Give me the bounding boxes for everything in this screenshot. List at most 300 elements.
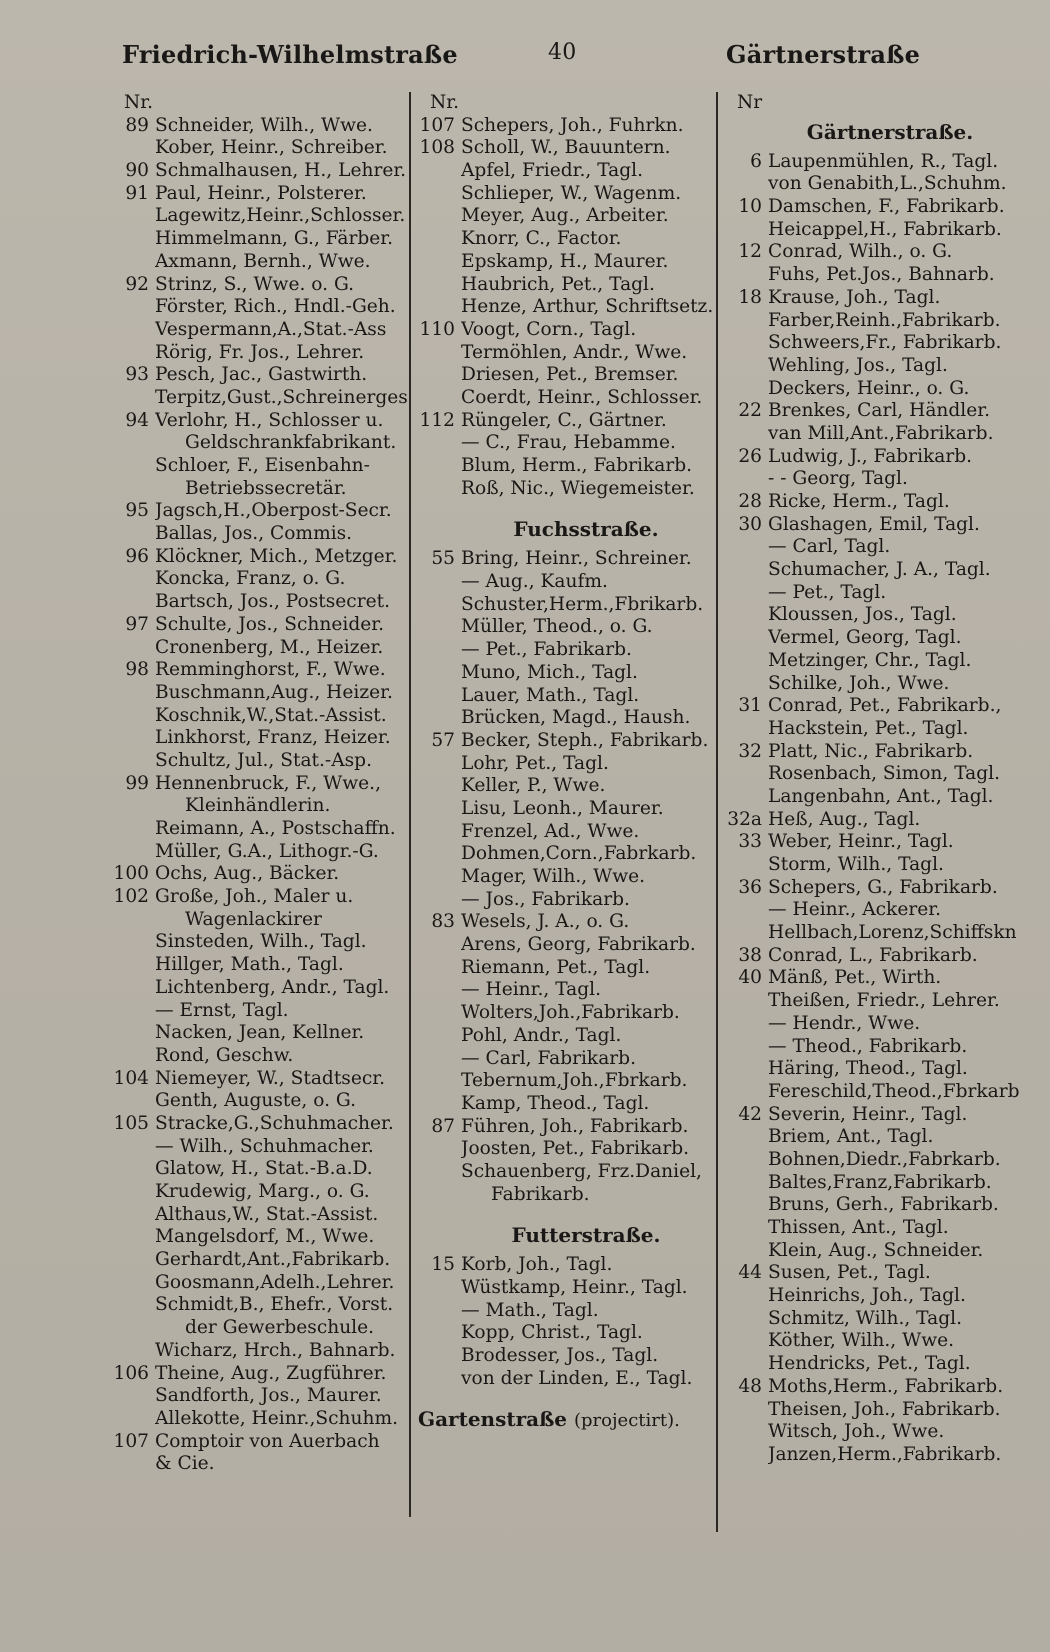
directory-entry: [725, 604, 1025, 627]
house-number: [725, 786, 768, 809]
directory-entry: [725, 287, 1025, 310]
house-number: [418, 205, 461, 228]
house-number: [725, 355, 768, 378]
directory-entry: [112, 228, 408, 251]
directory-entry: [418, 387, 714, 410]
resident-entry: Platt, Nic., Fabrikarb.: [768, 740, 974, 762]
house-number: [418, 478, 461, 501]
resident-entry: Heß, Aug., Tagl.: [768, 808, 921, 830]
directory-entry: [418, 798, 714, 821]
resident-entry: Haubrich, Pet., Tagl.: [461, 273, 655, 295]
house-number: 108: [419, 137, 455, 159]
house-number: 30: [738, 513, 762, 535]
house-number: 15: [431, 1254, 455, 1276]
resident-entry: Keller, P., Wwe.: [461, 775, 606, 797]
resident-entry: Althaus,W., Stat.-Assist.: [155, 1203, 379, 1225]
directory-entry: [418, 1345, 714, 1368]
house-number: [418, 387, 461, 410]
house-number: 42: [738, 1103, 762, 1125]
directory-entry: [112, 1022, 408, 1045]
directory-entry: [725, 1353, 1025, 1376]
house-number: [112, 1045, 155, 1068]
directory-entry: [725, 1194, 1025, 1217]
house-number: [112, 841, 155, 864]
resident-entry: Hackstein, Pet., Tagl.: [768, 717, 969, 739]
resident-entry: Theine, Aug., Zugführer.: [155, 1362, 387, 1384]
directory-entry: [112, 1385, 408, 1408]
house-number: [725, 173, 768, 196]
house-number: [112, 1000, 155, 1023]
house-number: [418, 571, 461, 594]
resident-entry: — Aug., Kaufm.: [461, 571, 608, 593]
directory-entry: [112, 1272, 408, 1295]
resident-entry: Wüstkamp, Heinr., Tagl.: [461, 1277, 688, 1298]
house-number: [112, 1385, 155, 1408]
house-number: [418, 1002, 461, 1025]
resident-entry: Conrad, Pet., Fabrikarb.,: [768, 695, 1002, 717]
resident-entry: Becker, Steph., Fabrikarb.: [461, 729, 709, 751]
house-number: [725, 1353, 768, 1376]
resident-entry: Meyer, Aug., Arbeiter.: [461, 205, 669, 227]
house-number: 107: [419, 114, 455, 136]
house-number: [725, 1240, 768, 1263]
house-number: [418, 662, 461, 685]
house-number: 97: [125, 613, 149, 635]
house-number: 99: [125, 772, 149, 794]
resident-entry: Rosenbach, Simon, Tagl.: [768, 763, 1001, 785]
resident-entry: Coerdt, Heinr., Schlosser.: [461, 386, 703, 408]
directory-entry: [418, 410, 714, 433]
house-number: [418, 296, 461, 319]
directory-entry: [725, 264, 1025, 287]
resident-entry: Susen, Pet., Tagl.: [768, 1262, 931, 1284]
number-column-label: Nr.: [124, 92, 154, 113]
resident-entry: Führen, Joh., Fabrikarb.: [461, 1115, 689, 1137]
house-number: [112, 137, 155, 160]
house-number: [112, 591, 155, 614]
resident-entry: Schmidt,B., Ehefr., Vorst.: [155, 1294, 394, 1316]
directory-entry: [725, 355, 1025, 378]
resident-entry: Glashagen, Emil, Tagl.: [768, 513, 980, 535]
resident-entry: Verlohr, H., Schlosser u.: [155, 409, 384, 431]
house-number: 112: [419, 409, 455, 431]
house-number: [418, 775, 461, 798]
resident-entry: der Gewerbeschule.: [185, 1317, 375, 1339]
directory-entry: [112, 659, 408, 682]
directory-entry: [418, 1048, 714, 1071]
directory-entry: [112, 546, 408, 569]
directory-entry: [418, 1025, 714, 1048]
resident-entry: Pesch, Jac., Gastwirth.: [155, 364, 368, 386]
resident-entry: Theißen, Friedr., Lehrer.: [768, 990, 1000, 1012]
resident-entry: Voogt, Corn., Tagl.: [461, 318, 637, 340]
house-number: [418, 160, 461, 183]
directory-entry: [112, 591, 408, 614]
house-number: 100: [113, 863, 149, 885]
house-number: [725, 1058, 768, 1081]
directory-entry: [725, 1376, 1025, 1399]
house-number: [112, 342, 155, 365]
resident-entry: — C., Frau, Hebamme.: [461, 432, 676, 454]
house-number: [112, 568, 155, 591]
house-number: [725, 1013, 768, 1036]
street-heading: [418, 1404, 714, 1434]
house-number: 98: [125, 659, 149, 681]
directory-entry: [418, 1070, 714, 1093]
house-number: [112, 296, 155, 319]
resident-entry: — Theod., Fabrikarb.: [768, 1035, 968, 1057]
resident-entry: Tebernum,Joh.,Fbrkarb.: [461, 1070, 688, 1092]
house-number: [418, 1161, 461, 1184]
directory-entry: [112, 478, 408, 501]
house-number: [418, 616, 461, 639]
resident-entry: Sandforth, Jos., Maurer.: [155, 1385, 382, 1407]
resident-entry: Kopp, Christ., Tagl.: [461, 1322, 643, 1344]
resident-entry: Henze, Arthur, Schriftsetz.: [461, 296, 714, 318]
resident-entry: Förster, Rich., Hndl.-Geh.: [155, 296, 396, 318]
resident-entry: Schweers,Fr., Fabrikarb.: [768, 332, 1002, 354]
resident-entry: Metzinger, Chr., Tagl.: [768, 649, 972, 671]
directory-entry: [725, 741, 1025, 764]
directory-entry: [725, 1013, 1025, 1036]
directory-entry: [418, 1184, 714, 1207]
directory-entry: [418, 1300, 714, 1323]
resident-entry: Kloussen, Jos., Tagl.: [768, 604, 957, 626]
house-number: [112, 1249, 155, 1272]
house-number: 104: [113, 1067, 149, 1089]
house-number: [725, 468, 768, 491]
street-note: (projectirt).: [573, 1410, 680, 1432]
house-number: [112, 1022, 155, 1045]
resident-entry: Schmalhausen, H., Lehrer.: [155, 160, 407, 182]
resident-entry: Genth, Auguste, o. G.: [155, 1090, 357, 1112]
directory-entry: [112, 455, 408, 478]
resident-entry: Rond, Geschw.: [155, 1044, 294, 1066]
house-number: [112, 795, 155, 818]
resident-entry: Frenzel, Ad., Wwe.: [461, 820, 640, 842]
house-number: 87: [431, 1115, 455, 1137]
resident-entry: & Cie.: [155, 1453, 215, 1475]
resident-entry: Ludwig, J., Fabrikarb.: [768, 445, 973, 467]
resident-entry: Hellbach,Lorenz,Schiffskn: [768, 922, 1017, 944]
resident-entry: — Jos., Fabrikarb.: [461, 888, 630, 910]
directory-entry: [112, 977, 408, 1000]
directory-entry: [725, 1126, 1025, 1149]
resident-entry: Jagsch,H.,Oberpost-Secr.: [155, 500, 392, 522]
directory-entry: [725, 1240, 1025, 1263]
house-number: [725, 673, 768, 696]
resident-entry: Buschmann,Aug., Heizer.: [155, 681, 393, 703]
street-heading: [418, 514, 714, 544]
house-number: 32: [738, 740, 762, 762]
directory-entry: [418, 274, 714, 297]
resident-entry: Witsch, Joh., Wwe.: [768, 1421, 945, 1443]
house-number: [725, 1421, 768, 1444]
resident-entry: — Heinr., Ackerer.: [768, 899, 941, 921]
house-number: 91: [125, 182, 149, 204]
directory-entry: [418, 775, 714, 798]
house-number: 93: [125, 364, 149, 386]
house-number: [418, 455, 461, 478]
street-heading: [418, 1220, 714, 1250]
directory-entry: [418, 843, 714, 866]
directory-entry: [725, 559, 1025, 582]
resident-entry: Bruns, Gerh., Fabrikarb.: [768, 1194, 999, 1216]
house-number: [418, 1345, 461, 1368]
house-number: 12: [738, 241, 762, 263]
directory-entry: [725, 695, 1025, 718]
directory-entry: [112, 1204, 408, 1227]
directory-entry: [418, 1277, 714, 1300]
directory-entry: [418, 979, 714, 1002]
resident-entry: Brenkes, Carl, Händler.: [768, 400, 991, 422]
directory-entry: [725, 763, 1025, 786]
resident-entry: Krause, Joh., Tagl.: [768, 286, 941, 308]
resident-entry: Deckers, Heinr., o. G.: [768, 377, 970, 399]
resident-entry: Lauer, Math., Tagl.: [461, 684, 640, 706]
house-number: [418, 866, 461, 889]
directory-entry: [418, 1093, 714, 1116]
resident-entry: Müller, G.A., Lithogr.-G.: [155, 840, 379, 862]
directory-entry: [725, 627, 1025, 650]
resident-entry: Reimann, A., Postschaffn.: [155, 818, 396, 839]
house-number: [418, 1138, 461, 1161]
house-number: [112, 977, 155, 1000]
resident-entry: Baltes,Franz,Fabrikarb.: [768, 1171, 992, 1193]
house-number: 22: [738, 400, 762, 422]
house-number: [418, 342, 461, 365]
resident-entry: Schuster,Herm.,Fbrikarb.: [461, 593, 704, 615]
house-number: [418, 1093, 461, 1116]
resident-entry: Mänß, Pet., Wirth.: [768, 967, 942, 989]
resident-entry: Apfel, Friedr., Tagl.: [461, 160, 644, 182]
resident-entry: von Genabith,L.,Schuhm.: [768, 173, 1007, 195]
directory-entry: [112, 931, 408, 954]
directory-entry: [112, 954, 408, 977]
directory-entry: [725, 650, 1025, 673]
resident-entry: Blum, Herm., Fabrikarb.: [461, 455, 693, 476]
directory-entry: [418, 432, 714, 455]
number-column-label: Nr: [737, 92, 763, 113]
house-number: [112, 909, 155, 932]
resident-entry: Farber,Reinh.,Fabrikarb.: [768, 309, 1001, 331]
resident-entry: Pohl, Andr., Tagl.: [461, 1024, 622, 1046]
house-number: [112, 1136, 155, 1159]
house-number: [418, 685, 461, 708]
house-number: 33: [738, 831, 762, 853]
house-number: [418, 1025, 461, 1048]
directory-entry: [418, 342, 714, 365]
house-number: 89: [125, 114, 149, 136]
directory-entry: [418, 1254, 714, 1277]
directory-entry: [725, 945, 1025, 968]
directory-entry: [418, 571, 714, 594]
directory-entry: [725, 423, 1025, 446]
directory-entry: [725, 219, 1025, 242]
resident-entry: Gerhardt,Ant.,Fabrikarb.: [155, 1249, 391, 1271]
resident-entry: Große, Joh., Maler u.: [155, 886, 354, 908]
directory-entry: [725, 922, 1025, 945]
resident-entry: Lohr, Pet., Tagl.: [461, 752, 609, 774]
house-number: 44: [738, 1262, 762, 1284]
resident-entry: Schmitz, Wilh., Tagl.: [768, 1307, 962, 1329]
directory-entry: [112, 1136, 408, 1159]
house-number: 26: [738, 445, 762, 467]
resident-entry: Bohnen,Diedr.,Fabrkarb.: [768, 1148, 1001, 1170]
house-number: [725, 650, 768, 673]
house-number: 36: [738, 876, 762, 898]
resident-entry: Langenbahn, Ant., Tagl.: [768, 785, 994, 807]
resident-entry: Himmelmann, G., Färber.: [155, 228, 394, 250]
resident-entry: Terpitz,Gust.,Schreinerges: [155, 386, 408, 408]
house-number: [112, 1204, 155, 1227]
directory-entry: [112, 841, 408, 864]
directory-entry: [418, 115, 714, 138]
column-1: [112, 92, 408, 1622]
house-number: [418, 1070, 461, 1093]
column-2: [418, 92, 714, 1622]
directory-entry: [112, 364, 408, 387]
directory-entry: [725, 491, 1025, 514]
resident-entry: Heicappel,H., Fabrikarb.: [768, 218, 1002, 240]
house-number: 96: [125, 545, 149, 567]
directory-entry: [112, 500, 408, 523]
resident-entry: Severin, Heinr., Tagl.: [768, 1103, 968, 1125]
resident-entry: Vermel, Georg, Tagl.: [768, 627, 962, 649]
house-number: [418, 251, 461, 274]
resident-entry: Schepers, Joh., Fuhrkn.: [461, 114, 684, 136]
resident-entry: Linkhorst, Franz, Heizer.: [155, 727, 391, 749]
house-number: [112, 1340, 155, 1363]
directory-entry: [725, 899, 1025, 922]
resident-entry: Köther, Wilh., Wwe.: [768, 1330, 955, 1352]
resident-entry: — Ernst, Tagl.: [155, 999, 289, 1021]
resident-entry: Ochs, Aug., Bäcker.: [155, 863, 340, 885]
house-number: [112, 1408, 155, 1431]
resident-entry: Wehling, Jos., Tagl.: [768, 354, 948, 376]
house-number: [112, 931, 155, 954]
directory-entry: [112, 773, 408, 796]
directory-entry: [418, 934, 714, 957]
house-number: [725, 1172, 768, 1195]
resident-entry: Rüngeler, C., Gärtner.: [461, 409, 667, 431]
house-number: [418, 1184, 461, 1207]
directory-entry: [725, 196, 1025, 219]
directory-entry: [725, 1104, 1025, 1127]
house-number: [418, 753, 461, 776]
directory-entry: [725, 1308, 1025, 1331]
directory-entry: [112, 750, 408, 773]
resident-entry: — Hendr., Wwe.: [768, 1012, 921, 1034]
page-number: 40: [548, 40, 577, 65]
street-title: Futterstraße.: [511, 1223, 661, 1248]
resident-entry: Hennenbruck, F., Wwe.,: [155, 772, 382, 794]
house-number: 28: [738, 491, 762, 512]
resident-entry: Conrad, L., Fabrikarb.: [768, 944, 978, 966]
directory-entry: [418, 662, 714, 685]
directory-entry: [112, 795, 408, 818]
directory-entry: [112, 1294, 408, 1317]
directory-entry: [112, 1181, 408, 1204]
directory-entry: [418, 478, 714, 501]
house-number: [112, 478, 155, 501]
house-number: 92: [125, 273, 149, 295]
resident-entry: Storm, Wilh., Tagl.: [768, 854, 944, 875]
directory-entry: [725, 446, 1025, 469]
resident-entry: Hillger, Math., Tagl.: [155, 954, 344, 976]
house-number: [725, 1444, 768, 1467]
directory-entry: [725, 854, 1025, 877]
house-number: [112, 205, 155, 228]
house-number: [725, 1330, 768, 1353]
resident-entry: Fereschild,Theod.,Fbrkarb: [768, 1080, 1020, 1102]
house-number: [112, 682, 155, 705]
resident-entry: van Mill,Ant.,Fabrikarb.: [768, 422, 994, 444]
directory-entry: [418, 228, 714, 251]
house-number: 57: [431, 729, 455, 751]
house-number: [725, 1308, 768, 1331]
street-title: Gartenstraße: [418, 1407, 567, 1432]
directory-entry: [418, 455, 714, 478]
resident-entry: Wicharz, Hrch., Bahnarb.: [155, 1339, 396, 1361]
directory-entry: [112, 160, 408, 183]
house-number: 40: [738, 967, 762, 989]
resident-entry: Moths,Herm., Fabrikarb.: [768, 1375, 1004, 1397]
resident-entry: Lisu, Leonh., Maurer.: [461, 797, 664, 819]
house-number: 6: [750, 150, 762, 172]
resident-entry: Paul, Heinr., Polsterer.: [155, 182, 367, 204]
directory-entry: [418, 1368, 714, 1391]
resident-entry: Korb, Joh., Tagl.: [461, 1254, 613, 1276]
house-number: [725, 1194, 768, 1217]
resident-entry: Schauenberg, Frz.Daniel,: [461, 1160, 702, 1182]
house-number: 105: [113, 1112, 149, 1134]
directory-entry: [725, 1172, 1025, 1195]
resident-entry: Lagewitz,Heinr.,Schlosser.: [155, 205, 406, 227]
house-number: [418, 979, 461, 1002]
directory-entry: [418, 707, 714, 730]
house-number: 94: [125, 409, 149, 431]
directory-entry: [725, 1285, 1025, 1308]
directory-entry: [725, 673, 1025, 696]
street-heading: [725, 117, 1025, 147]
directory-entry: [725, 990, 1025, 1013]
house-number: 10: [738, 196, 762, 218]
directory-entry: [112, 637, 408, 660]
house-number: [725, 582, 768, 605]
directory-entry: [112, 1363, 408, 1386]
house-number: [112, 705, 155, 728]
resident-entry: Dohmen,Corn.,Fabrkarb.: [461, 843, 697, 865]
house-number: [725, 627, 768, 650]
directory-entry: [112, 1340, 408, 1363]
resident-entry: Wolters,Joh.,Fabrikarb.: [461, 1002, 680, 1024]
resident-entry: — Carl, Fabrikarb.: [461, 1047, 636, 1069]
directory-entry: [112, 251, 408, 274]
house-number: [112, 818, 155, 841]
directory-entry: [725, 151, 1025, 174]
house-number: [112, 387, 155, 410]
directory-entry: [112, 205, 408, 228]
number-column-label: Nr.: [430, 92, 460, 113]
house-number: [725, 1399, 768, 1422]
house-number: [112, 1090, 155, 1113]
resident-entry: Ballas, Jos., Commis.: [155, 523, 353, 545]
directory-entry: [725, 1036, 1025, 1059]
resident-entry: Brodesser, Jos., Tagl.: [461, 1345, 659, 1367]
house-number: [112, 727, 155, 750]
resident-entry: — Carl, Tagl.: [768, 536, 891, 558]
